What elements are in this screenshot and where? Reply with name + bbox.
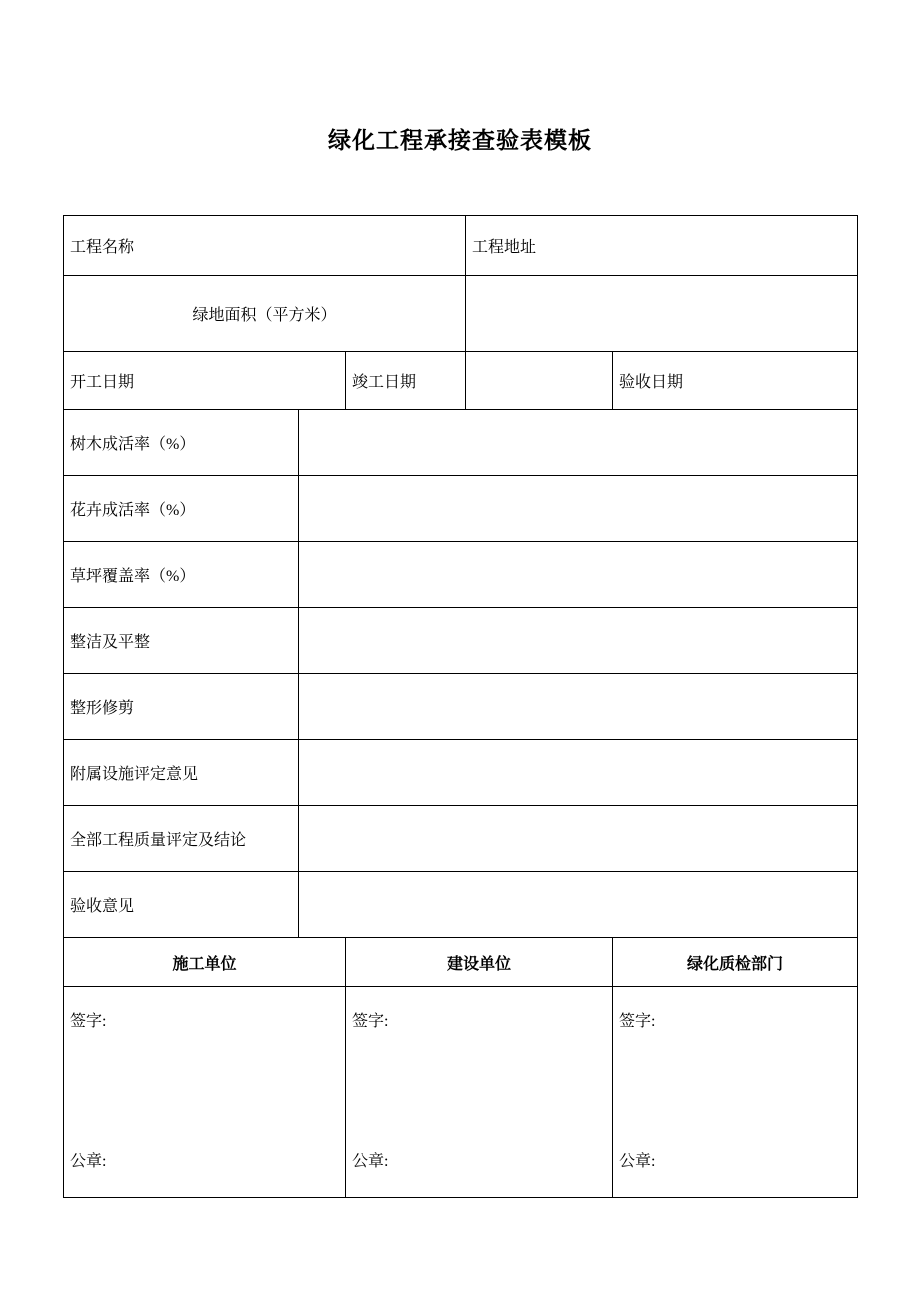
criteria-value-cell xyxy=(299,740,858,806)
criteria-label-cell: 草坪覆盖率（%） xyxy=(64,542,299,608)
row-dates xyxy=(64,352,858,410)
green-area-value-cell xyxy=(466,276,858,352)
row-signatures xyxy=(64,987,858,1198)
criteria-label-cell: 花卉成活率（%） xyxy=(64,476,299,542)
seal-label: 公章: xyxy=(352,1153,389,1170)
row-criteria xyxy=(64,608,858,674)
criteria-label-cell: 全部工程质量评定及结论 xyxy=(64,806,299,872)
signature-cell-builder xyxy=(346,987,613,1198)
signature-header-quality-cell: 绿化质检部门 xyxy=(613,938,858,987)
seal-label: 公章: xyxy=(619,1153,656,1170)
start-date-label-cell: 开工日期 xyxy=(64,352,346,410)
criteria-label-cell: 树木成活率（%） xyxy=(64,410,299,476)
signature-header-builder-cell: 建设单位 xyxy=(346,938,613,987)
row-project-info xyxy=(64,216,858,276)
criteria-label-cell: 附属设施评定意见 xyxy=(64,740,299,806)
row-criteria xyxy=(64,476,858,542)
row-criteria xyxy=(64,806,858,872)
project-address-label-cell: 工程地址 xyxy=(466,216,858,276)
row-signature-headers xyxy=(64,938,858,987)
sign-label: 签字: xyxy=(70,1013,107,1030)
criteria-value-cell xyxy=(299,872,858,938)
sign-label: 签字: xyxy=(619,1013,656,1030)
acceptance-date-label-cell: 验收日期 xyxy=(613,352,858,410)
project-name-label-cell: 工程名称 xyxy=(64,216,466,276)
signature-cell-quality xyxy=(613,987,858,1198)
signature-cell-construction xyxy=(64,987,346,1198)
criteria-label-cell: 验收意见 xyxy=(64,872,299,938)
sign-label: 签字: xyxy=(352,1013,389,1030)
finish-date-label-cell: 竣工日期 xyxy=(346,352,466,410)
green-area-label-cell: 绿地面积（平方米） xyxy=(64,276,466,352)
criteria-label-cell: 整洁及平整 xyxy=(64,608,299,674)
criteria-value-cell xyxy=(299,542,858,608)
criteria-value-cell xyxy=(299,476,858,542)
row-green-area xyxy=(64,276,858,352)
row-criteria xyxy=(64,674,858,740)
row-criteria xyxy=(64,740,858,806)
criteria-value-cell xyxy=(299,608,858,674)
row-criteria xyxy=(64,872,858,938)
criteria-value-cell xyxy=(299,674,858,740)
finish-date-value-cell xyxy=(466,352,613,410)
criteria-label-cell: 整形修剪 xyxy=(64,674,299,740)
inspection-form-table xyxy=(63,215,858,1198)
signature-header-construction-cell: 施工单位 xyxy=(64,938,346,987)
row-criteria xyxy=(64,410,858,476)
row-criteria xyxy=(64,542,858,608)
criteria-value-cell xyxy=(299,806,858,872)
seal-label: 公章: xyxy=(70,1153,107,1170)
document-title: 绿化工程承接查验表模板 xyxy=(328,128,592,153)
criteria-value-cell xyxy=(299,410,858,476)
